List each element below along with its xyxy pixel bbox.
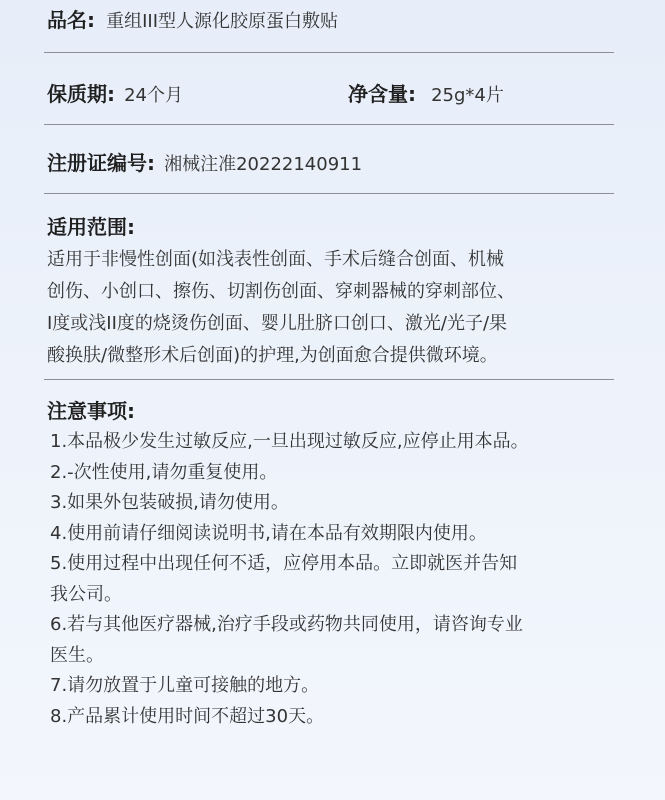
list-item: 3.如果外包装破损,请勿使用。 (50, 492, 289, 513)
scope-text (47, 244, 627, 372)
list-item: 5.使用过程中出现任何不适，应停用本品。立即就医并告知 (50, 553, 518, 574)
shelf-life-label: 保质期: (47, 82, 115, 106)
registration-label: 注册证编号: (47, 151, 155, 175)
notes-heading (47, 396, 135, 428)
list-item: 7.请勿放置于儿童可接触的地方。 (50, 675, 320, 696)
net-content-label: 净含量: (348, 82, 416, 106)
divider (44, 379, 614, 380)
notes-list (50, 427, 640, 732)
product-name-label: 品名: (47, 8, 95, 32)
scope-line: 酸换肤/微整形术后创面)的护理,为创面愈合提供微环境。 (47, 345, 498, 366)
list-item: 2.-次性使用,请勿重复使用。 (50, 461, 278, 483)
scope-line: I度或浅II度的烧烫伤创面、婴儿肚脐口创口、激光/光子/果 (47, 313, 508, 334)
divider (44, 52, 614, 53)
list-item: 4.使用前请仔细阅读说明书,请在本品有效期限内使用。 (50, 522, 487, 544)
scope-label: 适用范围: (47, 215, 135, 239)
product-name-row (47, 5, 338, 37)
list-item: 1.本品极少发生过敏反应,一旦出现过敏反应,应停止用本品。 (50, 431, 529, 452)
divider (44, 124, 614, 125)
registration-row (47, 148, 362, 180)
divider (44, 193, 614, 194)
scope-heading (47, 212, 135, 244)
list-item: 医生。 (50, 644, 104, 666)
shelf-life-value: 24个月 (124, 85, 183, 106)
list-item: 8.产品累计使用时间不超过30天。 (50, 705, 325, 727)
scope-line: 适用于非慢性创面(如浅表性创面、手术后缝合创面、机械 (47, 249, 505, 270)
registration-value: 湘械注准20222140911 (164, 154, 363, 175)
net-content-row (348, 79, 504, 111)
list-item: 6.若与其他医疗器械,治疗手段或药物共同使用，请咨询专业 (50, 614, 523, 635)
net-content-value: 25g*4片 (431, 85, 504, 106)
scope-line: 创伤、小创口、擦伤、切割伤创面、穿刺器械的穿刺部位、 (47, 281, 515, 302)
shelf-life-row (47, 79, 183, 111)
list-item: 我公司。 (50, 583, 122, 605)
product-name-value: 重组III型人源化胶原蛋白敷贴 (106, 11, 339, 32)
notes-label: 注意事项: (47, 399, 135, 423)
